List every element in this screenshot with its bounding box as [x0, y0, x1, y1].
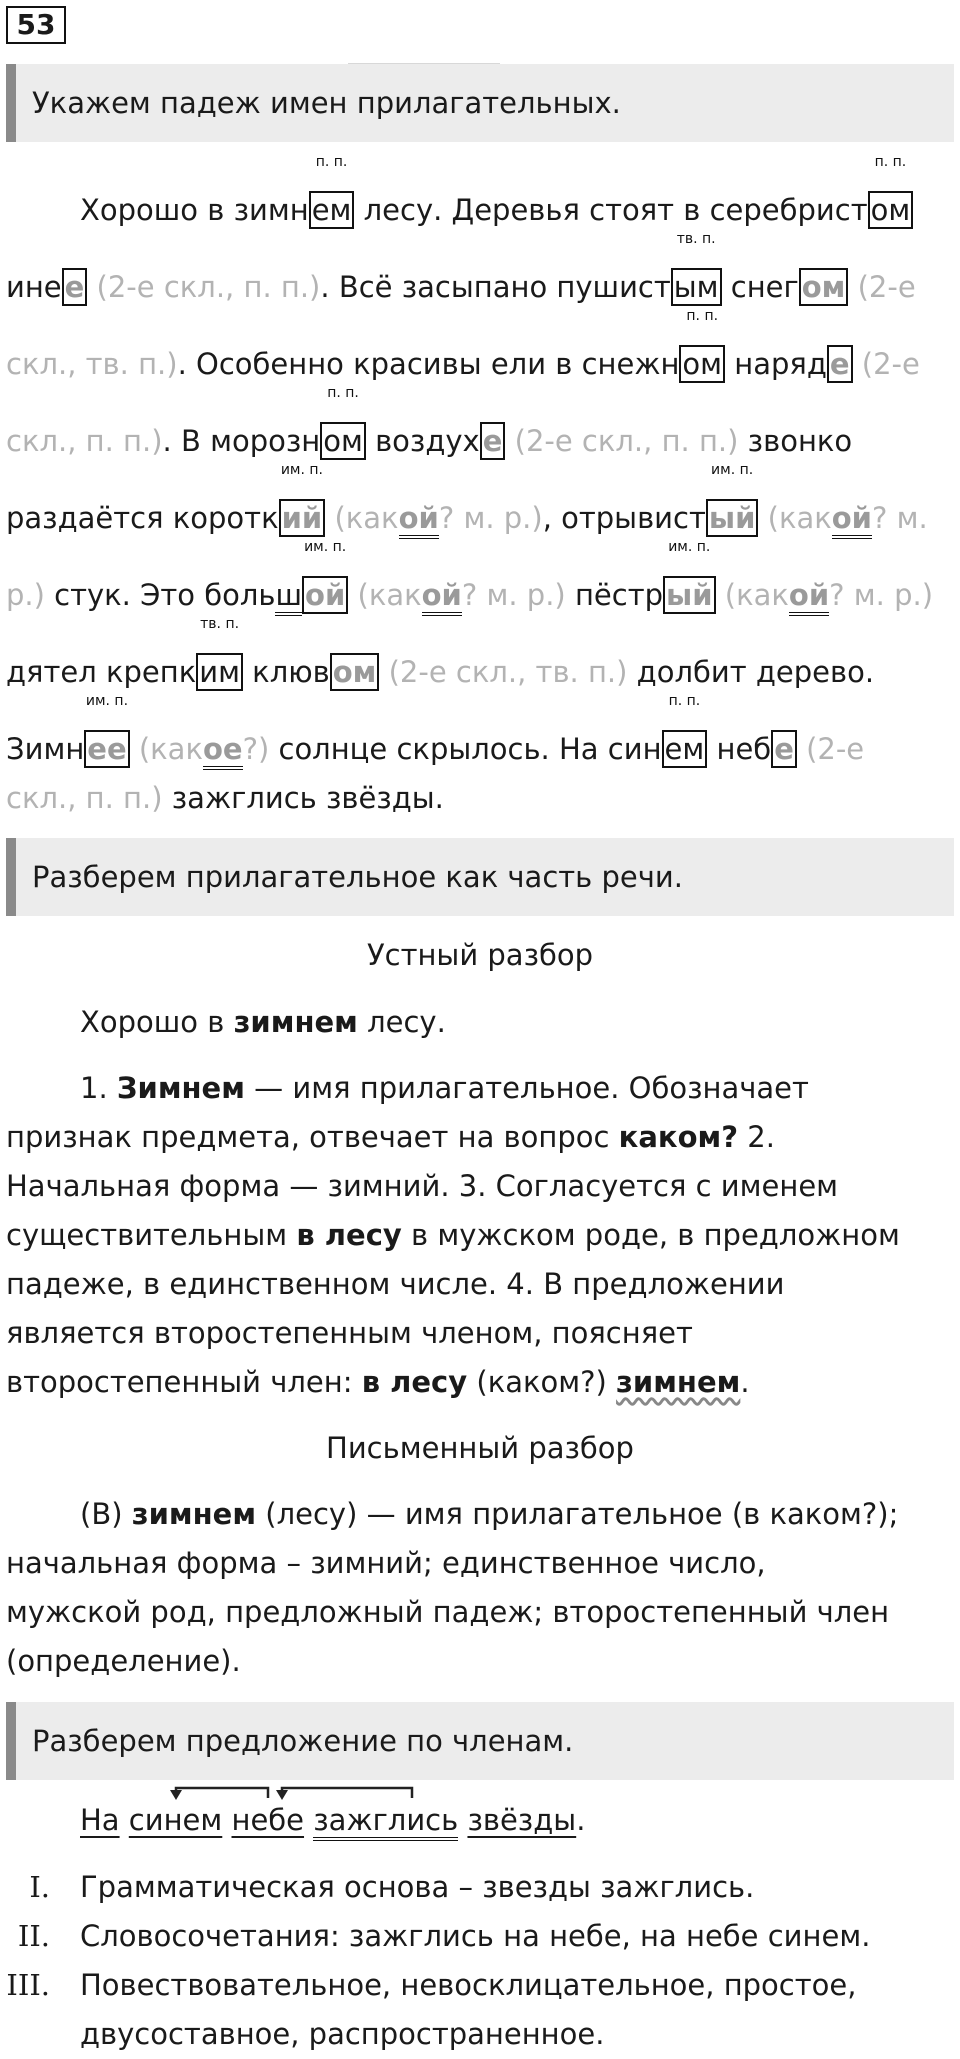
section3-banner: Разберем предложение по членам.	[6, 1702, 954, 1780]
s1-line-9: скл., п. п.) зажглись звёзды.	[6, 781, 444, 815]
oral-sentence: Хорошо в зимнем лесу.	[80, 1005, 446, 1039]
written-w2: начальная форма – зимний; единственное число,	[6, 1546, 766, 1580]
written-w1: (В) зимнем (лесу) — имя прилагательное (в каком?);	[80, 1497, 899, 1531]
oral-p7: второстепенный член: в лесу (каком?) зимнем.	[6, 1365, 750, 1399]
s1-line-4: скл., п. п.). В морозн п. п. ом воздух е (2-е скл., п. п.) звонко	[6, 421, 852, 461]
parse-sentence: На синем небе зажглись звёзды.	[80, 1800, 585, 1840]
word-zvezdy: звёзды	[467, 1803, 577, 1837]
s1-line-5: раздаётся коротк им. п. ий (какой? м. р.), отрывист им. п. ый (какой? м.	[6, 498, 928, 538]
list-item-3-cont: двусоставное, распространенное.	[80, 2017, 605, 2051]
list-num-1: I.	[29, 1870, 50, 1904]
word-sinem: синем	[128, 1803, 223, 1837]
task-number: 53	[6, 6, 66, 44]
ending-box: п. п. ом	[868, 190, 914, 230]
ending-box: п. п. ом	[320, 421, 366, 461]
oral-p4: существительным в лесу в мужском роде, в предложном	[6, 1218, 900, 1252]
ending-box: п. п. ем	[662, 729, 708, 769]
written-w4: (определение).	[6, 1644, 241, 1678]
s1-line-6: р.) стук. Это больш им. п. ой (какой? м. р.) пёстр им. п. ый (какой? м. р.)	[6, 575, 933, 615]
ending-box: им. п. ый	[663, 575, 716, 615]
list-item-3: Повествовательное, невосклицательное, простое,	[80, 1968, 857, 2002]
s1-line-2: ине е (2-е скл., п. п.). Всё засыпано пушист тв. п. ым снег ом (2-е	[6, 267, 916, 307]
oral-p6: является второстепенным членом, поясняет	[6, 1316, 693, 1350]
list-item-1: Грамматическая основа – звезды зажглись.	[80, 1870, 755, 1904]
written-w3: мужской род, предложный падеж; второстепенный член	[6, 1595, 890, 1629]
ending-box: им. п. ый	[706, 498, 759, 538]
section1-banner: Укажем падеж имен прилагательных.	[6, 64, 954, 142]
ending-box: им. п. ой	[302, 575, 348, 615]
ending-box: п. п. ом	[679, 344, 725, 384]
word-na: На	[80, 1803, 120, 1837]
ending-box: им. п. ее	[85, 693, 129, 766]
ending-box: тв. п. ым	[671, 267, 722, 307]
ending-box: им. п. ий	[279, 498, 326, 538]
written-title: Письменный разбор	[326, 1431, 634, 1465]
s1-line-1: Хорошо в зимн п. п. ем лесу. Деревья стоят в серебрист п. п. ом	[80, 190, 913, 230]
list-num-2: II.	[17, 1919, 50, 1953]
ending-box: п. п. ем	[309, 190, 355, 230]
word-nebe: небе	[231, 1803, 305, 1837]
list-item-2: Словосочетания: зажглись на небе, на небе синем.	[80, 1919, 871, 1953]
oral-p2: признак предмета, отвечает на вопрос каком? 2.	[6, 1120, 775, 1154]
word-zazhglis: зажглись	[313, 1803, 458, 1841]
s1-line-3: скл., тв. п.). Особенно красивы ели в снежн п. п. ом наряд е (2-е	[6, 344, 920, 384]
ending-box: тв. п. им	[196, 652, 243, 692]
list-num-3: III.	[6, 1968, 50, 2002]
oral-p1: 1. Зимнем — имя прилагательное. Обозначает	[80, 1071, 809, 1105]
oral-title: Устный разбор	[366, 938, 594, 972]
oral-p5: падеже, в единственном числе. 4. В предложении	[6, 1267, 785, 1301]
s1-line-7: дятел крепк тв. п. им клюв ом (2-е скл., тв. п.) долбит дерево.	[6, 652, 874, 692]
s1-line-8: Зимн им. п. ее (какое?) солнце скрылось. На син п. п. ем неб е (2-е	[6, 729, 864, 769]
oral-p3: Начальная форма — зимний. 3. Согласуется с именем	[6, 1169, 839, 1203]
section2-banner: Разберем прилагательное как часть речи.	[6, 838, 954, 916]
